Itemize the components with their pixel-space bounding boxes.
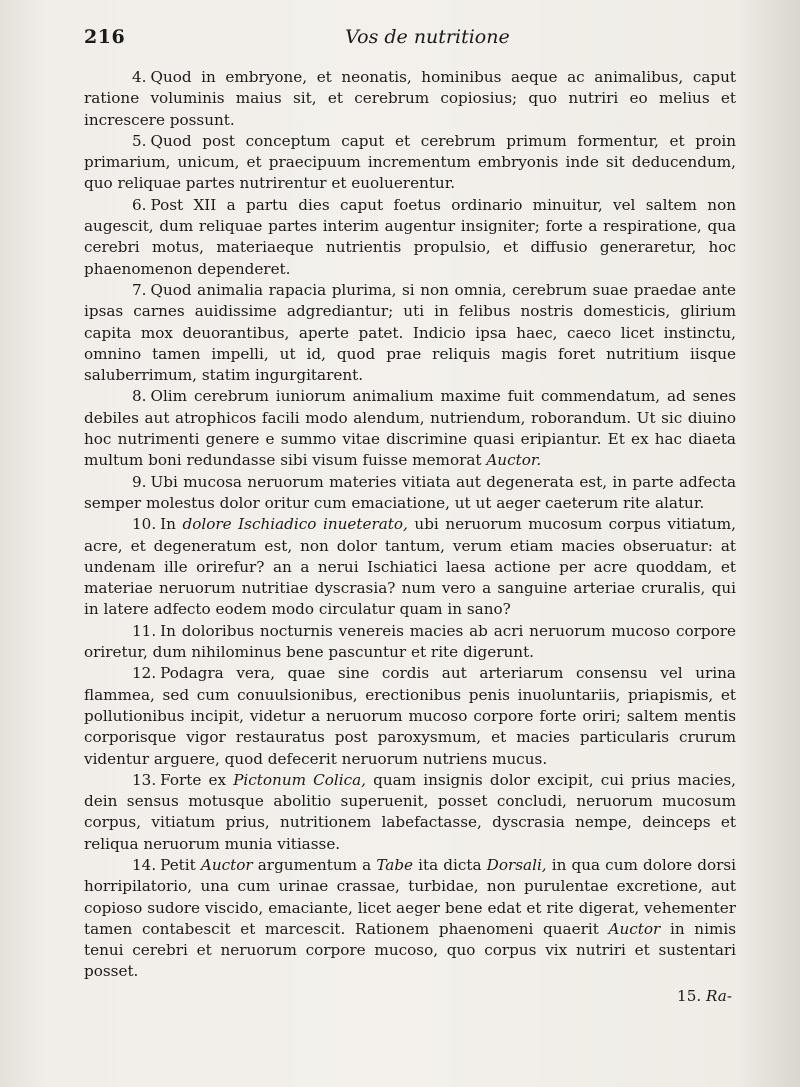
paragraph-number: 10. — [132, 515, 157, 534]
paragraph — [84, 131, 736, 195]
paragraph-number: 13. — [132, 770, 157, 789]
italic-text: dolore Ischiadico inueterato, — [182, 515, 408, 534]
paragraph-number: 14. — [132, 855, 157, 874]
catchword — [84, 987, 736, 1005]
paragraph-number: 12. — [132, 664, 157, 683]
paragraph-text: quam insignis dolor excipit, cui prius macies, dein sensus motusque abolitio superuenit, posset concludi, neruorum mucosum corpus, vitiatum prius, nutritionem labefactasse, dyscrasia nempe, deinceps et reliqua neruorum munia vitiasse. — [84, 770, 736, 853]
paragraph-text: ita dicta — [413, 855, 487, 874]
page-number: 216 — [84, 26, 126, 48]
paragraph — [84, 195, 736, 280]
paragraph-text: Post XII a partu dies caput foetus ordinario minuitur, vel saltem non augescit, dum reliquae partes interim augentur insigniter; forte a respiratione, qua cerebri motus, materiaeque nutrientis propulsio, et diffusio generaretur, hoc phaenomenon dependeret. — [84, 195, 736, 278]
paragraph-text: Forte ex — [160, 770, 234, 789]
paragraph-number: 6. — [132, 195, 147, 214]
paragraph-text: Quod in embryone, et neonatis, hominibus aeque ac animalibus, caput ratione voluminis maius sit, et cerebrum copiosius; quo nutriri eo melius et increscere possunt. — [84, 68, 736, 129]
italic-text: Auctor. — [486, 451, 542, 470]
italic-text: Tabe — [376, 855, 414, 874]
paragraph — [84, 770, 736, 855]
paragraph — [84, 472, 736, 515]
paragraph-text: In — [160, 515, 183, 534]
paragraph-text: Podagra vera, quae sine cordis aut arteriarum consensu vel urina flammea, sed cum conuulsionibus, erectionibus penis inuoluntariis, priapismis, et pollutionibus incipit, videtur a neruorum mucoso corpore forte oriri; saltem mentis corporisque vigor restauratus post paroxysmum, et macies particularis crurum videntur arguere, quod defecerit neruorum nutriens mucus. — [84, 664, 736, 768]
paragraph — [84, 855, 736, 983]
catchword-number: 15. — [677, 986, 702, 1005]
paragraph — [84, 663, 736, 769]
running-head: Vos de nutritione — [345, 26, 510, 48]
paragraph-text: Olim cerebrum iuniorum animalium maxime fuit commendatum, ad senes debiles aut atrophicos facili modo alendum, nutriendum, roborandum. Ut sic diuino hoc nutrimenti genere e summo vitae discrimine quasi eripiantur. Et ex hac diaeta multum boni redundasse sibi visum fuisse memorat — [84, 387, 736, 470]
paragraph — [84, 386, 736, 471]
catchword-word: Ra- — [706, 986, 732, 1005]
body-text — [84, 67, 736, 983]
paragraph-text: Petit — [160, 855, 201, 874]
paragraph-text: in qua cum dolore dorsi horripilatorio, una cum urinae crassae, turbidae, non purulentae excretione, aut copioso sudore viscido, emaciante, licet aeger bene edat et rite digerat, vehementer tamen contabescit et marcescit. Rationem phaenomeni quaerit — [84, 855, 736, 938]
paragraph — [84, 67, 736, 131]
paragraph-number: 8. — [132, 387, 147, 406]
paragraph-text: Quod post conceptum caput et cerebrum primum formentur, et proin primarium, unicum, et praecipuum incrementum embryonis inde sit deducendum, quo reliquae partes nutrirentur et euoluerentur. — [84, 131, 736, 193]
paragraph-number: 5. — [132, 131, 147, 150]
paragraph-number: 11. — [132, 621, 157, 640]
paragraph-text: In doloribus nocturnis venereis macies ab acri neruorum mucoso corpore oriretur, dum nihilominus bene pascuntur et rite digerunt. — [84, 621, 736, 662]
italic-text: Auctor — [608, 919, 661, 938]
paragraph-text: ubi neruorum mucosum corpus vitiatum, acre, et degeneratum est, non dolor tantum, verum etiam macies obseruatur: at undenam ille orirefur? an a nerui Ischiatici laesa actione per acre quoddam, et materiae neruorum nutritiae dyscrasia? num vero a sanguine arteriae cruralis, qui in latere adfecto eodem modo circulatur quam in sano? — [84, 515, 737, 619]
paragraph — [84, 514, 736, 620]
paragraph-text: in nimis tenui cerebri et neruorum corpore mucoso, quo corpus vix nutriri et sustentari posset. — [84, 919, 736, 981]
paragraph-number: 4. — [132, 68, 147, 86]
paragraph-text: Quod animalia rapacia plurima, si non omnia, cerebrum suae praedae ante ipsas carnes auidissime adgrediantur; uti in felibus nostris domesticis, glirium capita mox deuorantibus, aperte patet. Indicio ipsa haec, caeco licet instinctu, omnino tamen impelli, ut id, quod prae reliquis magis foret nutritium iisque saluberrimum, statim ingurgitarent. — [84, 280, 736, 385]
paragraph-text: Ubi mucosa neruorum materies vitiata aut degenerata est, in parte adfecta semper molestus dolor oritur cum emaciatione, ut ut aeger caeterum rite alatur. — [84, 472, 736, 512]
paragraph — [84, 280, 736, 386]
paragraph — [84, 621, 736, 664]
italic-text: Pictonum Colica, — [233, 770, 367, 789]
paragraph-number: 7. — [132, 280, 147, 299]
paragraph-text: argumentum a — [252, 855, 377, 874]
italic-text: Auctor — [200, 855, 253, 874]
italic-text: Dorsali, — [486, 855, 547, 874]
page-header — [84, 26, 736, 63]
paragraph-number: 9. — [132, 472, 147, 491]
